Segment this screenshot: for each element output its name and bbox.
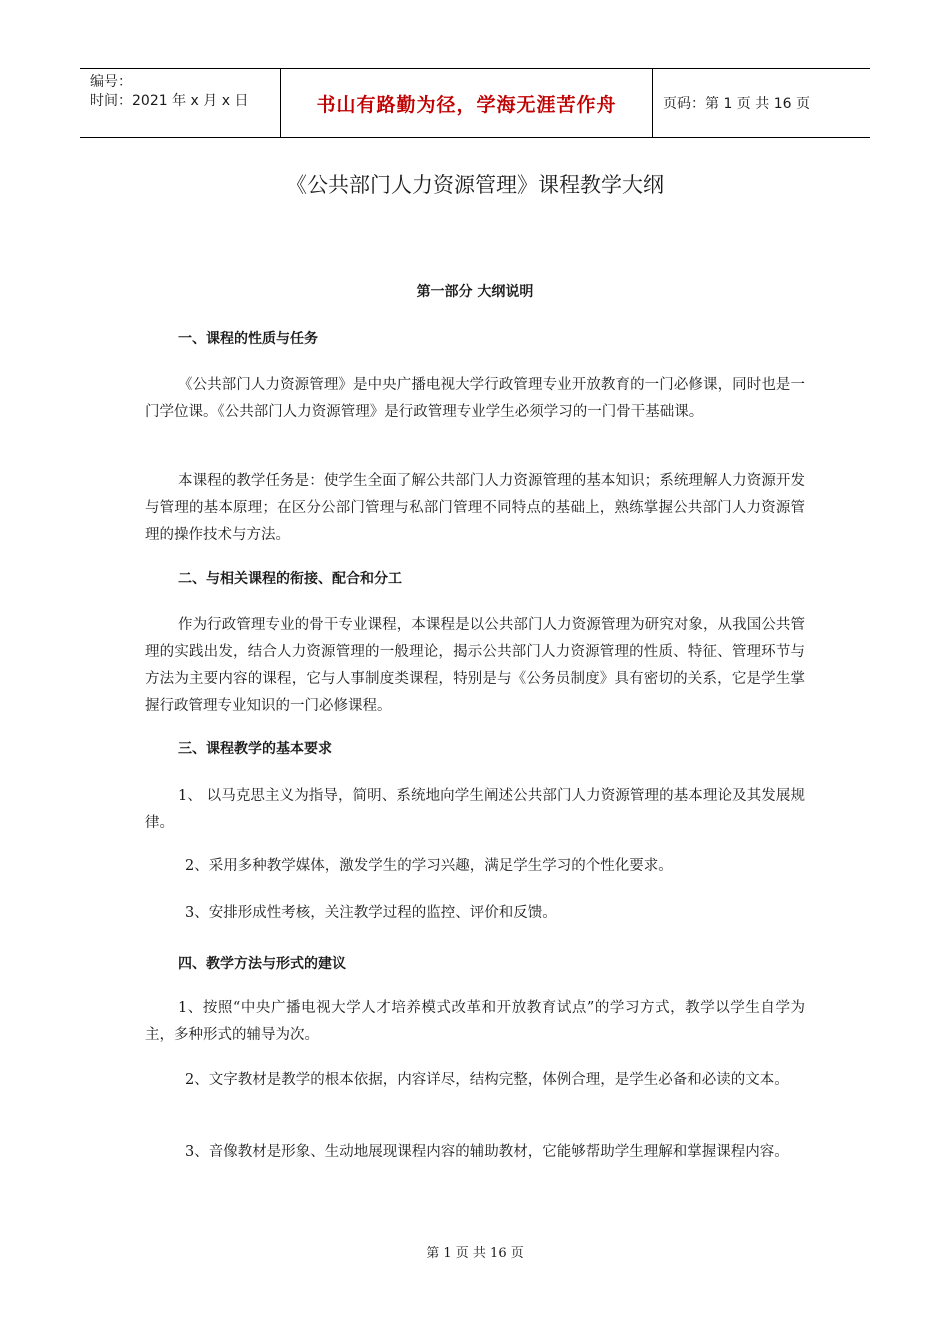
section-4-item-1: 1、按照“中央广播电视大学人才培养模式改革和开放教育试点”的学习方式，教学以学生自学为主，多种形式的辅导为次。 bbox=[145, 1000, 805, 1043]
document-number-label: 编号： bbox=[90, 74, 132, 90]
section-1-paragraph-2: 本课程的教学任务是：使学生全面了解公共部门人力资源管理的基本知识；系统理解人力资源开发与管理的基本原理；在区分公部门管理与私部门管理不同特点的基础上，熟练掌握公共部门人力资源管理的操作技术与方法。 bbox=[145, 473, 805, 543]
part-title: 第一部分 大纲说明 bbox=[416, 284, 534, 300]
section-1-paragraph-1: 《公共部门人力资源管理》是中央广播电视大学行政管理专业开放教育的一门必修课，同时也是一门学位课。《公共部门人力资源管理》是行政管理专业学生必须学习的一门骨干基础课。 bbox=[145, 377, 805, 420]
header-meta bbox=[80, 69, 280, 137]
page-header bbox=[80, 68, 870, 138]
section-4-item-3: 3、音像教材是形象、生动地展现课程内容的辅助教材，它能够帮助学生理解和掌握课程内容。 bbox=[185, 1144, 789, 1160]
section-heading-1: 一、课程的性质与任务 bbox=[178, 331, 318, 347]
section-3-item-1: 1、 以马克思主义为指导，简明、系统地向学生阐述公共部门人力资源管理的基本理论及其发展规律。 bbox=[145, 788, 805, 831]
section-2-paragraph-1: 作为行政管理专业的骨干专业课程，本课程是以公共部门人力资源管理为研究对象，从我国公共管理的实践出发，结合人力资源管理的一般理论，揭示公共部门人力资源管理的性质、特征、管理环节与方法为主要内容的课程，它与人事制度类课程，特别是与《公务员制度》具有密切的关系，它是学生掌握行政管理专业知识的一门必修课程。 bbox=[145, 617, 805, 714]
page-footer: 第 1 页 共 16 页 bbox=[426, 1246, 524, 1261]
section-3-item-3: 3、安排形成性考核，关注教学过程的监控、评价和反馈。 bbox=[185, 905, 557, 921]
section-4-item-2: 2、文字教材是教学的根本依据，内容详尽，结构完整，体例合理，是学生必备和必读的文本。 bbox=[185, 1072, 789, 1088]
section-heading-4: 四、教学方法与形式的建议 bbox=[178, 956, 346, 972]
header-page-code: 页码：第 1 页 共 16 页 bbox=[663, 96, 810, 112]
header-motto: 书山有路勤为径，学海无涯苦作舟 bbox=[316, 93, 617, 116]
section-3-item-2: 2、采用多种教学媒体，激发学生的学习兴趣，满足学生学习的个性化要求。 bbox=[185, 858, 673, 874]
document-time-label: 时间：2021 年 x 月 x 日 bbox=[90, 93, 249, 109]
header-motto-cell bbox=[280, 69, 653, 137]
section-heading-3: 三、课程教学的基本要求 bbox=[178, 741, 332, 757]
document-title: 《公共部门人力资源管理》课程教学大纲 bbox=[286, 173, 664, 197]
section-heading-2: 二、与相关课程的衔接、配合和分工 bbox=[178, 571, 402, 587]
